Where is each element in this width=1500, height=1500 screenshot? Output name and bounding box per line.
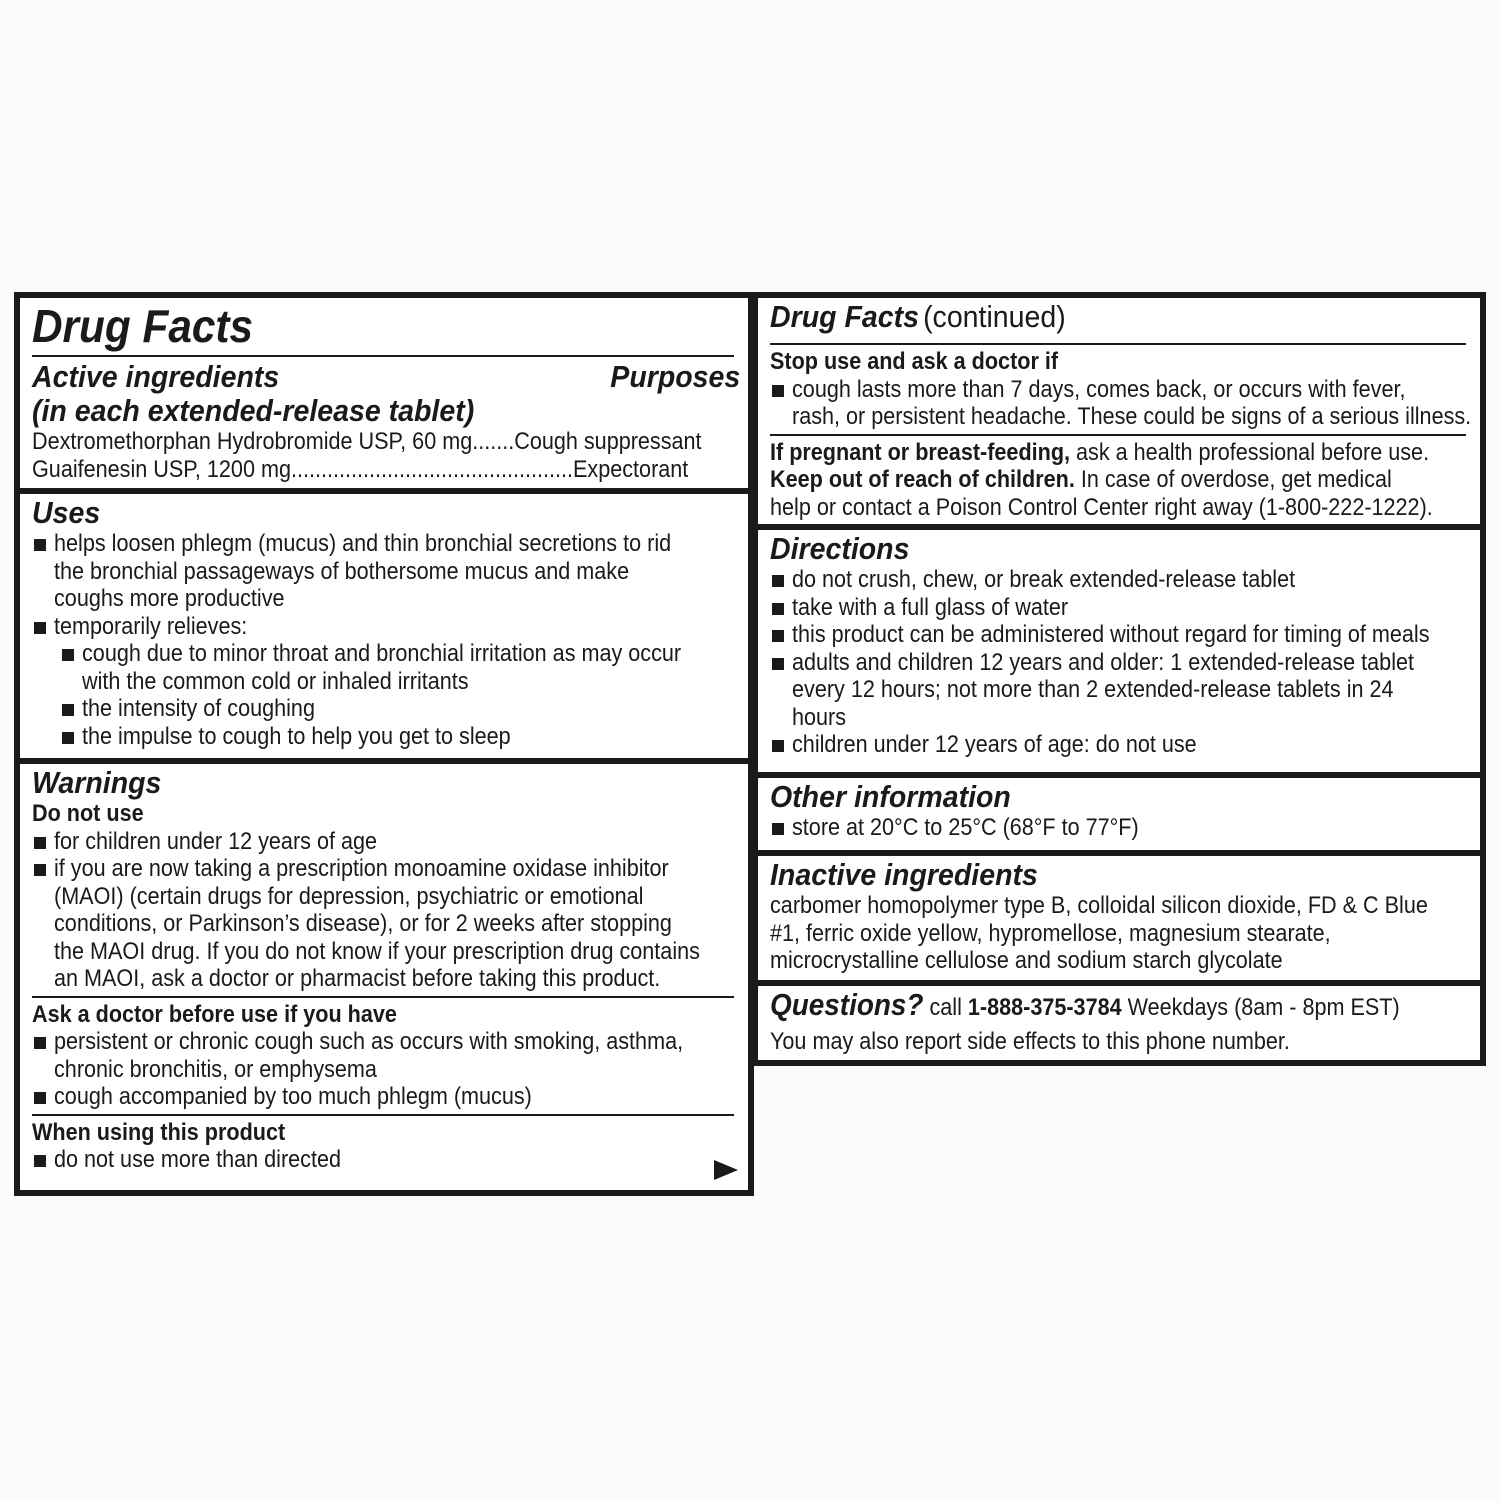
drug-facts-label — [14, 292, 1486, 1196]
divider — [770, 434, 1466, 436]
inactive-ingredients-heading: Inactive ingredients — [770, 857, 1038, 892]
list-item: temporarily relieves: — [32, 613, 740, 641]
warnings-panel — [14, 758, 754, 1196]
ask-doctor-heading: Ask a doctor before use if you have — [32, 1000, 397, 1028]
warnings-heading: Warnings — [32, 765, 162, 800]
list-item: this product can be administered without regard for timing of meals — [770, 621, 1472, 649]
questions-panel — [752, 980, 1486, 1066]
divider — [32, 996, 734, 998]
pregnancy-warning: If pregnant or breast-feeding, ask a health professional before use. — [770, 438, 1430, 466]
report-side-effects-text: You may also report side effects to this phone number. — [770, 1028, 1290, 1055]
list-item: helps loosen phlegm (mucus) and thin bronchial secretions to rid the bronchial passageways of bothersome mucus and make coughs more productive — [32, 530, 740, 613]
other-information-panel — [752, 772, 1486, 856]
continue-arrow-icon — [714, 1160, 738, 1180]
ingredient-row: Dextromethorphan Hydrobromide USP, 60 mg.......Cough suppressant — [32, 428, 702, 455]
directions-panel — [752, 524, 1486, 778]
list-item: do not crush, chew, or break extended-release tablet — [770, 566, 1472, 594]
list-item: store at 20°C to 25°C (68°F to 77°F) — [770, 814, 1472, 842]
continued-label: (continued) — [923, 299, 1066, 334]
active-ingredients-subheading: (in each extended-release tablet) — [32, 393, 475, 428]
phone-number: 1-888-375-3784 — [967, 994, 1122, 1021]
active-ingredients-panel — [14, 292, 754, 494]
divider — [770, 343, 1466, 345]
stop-use-heading: Stop use and ask a doctor if — [770, 348, 1059, 375]
divider — [32, 1114, 734, 1116]
divider — [32, 355, 734, 357]
sub-list-item: cough due to minor throat and bronchial irritation as may occur with the common cold or inhaled irritants — [60, 640, 740, 695]
list-item: if you are now taking a prescription monoamine oxidase inhibitor (MAOI) (certain drugs for depression, psychiatric or emotional conditions, or Parkinson’s disease), or for 2 weeks after stopping the MAOI drug. If you do not know if your prescription drug contains an MAOI, ask a doctor or pharmacist before taking this product. — [32, 855, 740, 993]
directions-heading: Directions — [770, 531, 910, 566]
active-ingredients-heading: Active ingredients — [32, 359, 280, 394]
keep-out-warning: Keep out of reach of children. In case of overdose, get medical — [770, 466, 1392, 493]
questions-line: Questions? call 1-888-375-3784 Weekdays (8am - 8pm EST) — [770, 987, 1400, 1022]
uses-heading: Uses — [32, 495, 101, 530]
sub-list-item: the intensity of coughing — [60, 695, 740, 723]
list-item: children under 12 years of age: do not use — [770, 731, 1472, 759]
list-item: for children under 12 years of age — [32, 828, 740, 856]
inactive-ingredients-panel: Inactive ingredients carbomer homopolymer type B, colloidal silicon dioxide, FD & C Blue #1, ferric oxide yellow, hypromellose, magnesium stearate, microcrystalline cellulose and sodium starch glycolate — [752, 850, 1486, 986]
list-item: take with a full glass of water — [770, 594, 1472, 622]
poison-control-text: help or contact a Poison Control Center right away (1-800-222-1222). — [770, 493, 1433, 521]
purposes-heading: Purposes — [610, 359, 740, 394]
ingredient-row: Guaifenesin USP, 1200 mg...............................................Expectorant — [32, 455, 689, 483]
sub-list-item: the impulse to cough to help you get to sleep — [60, 723, 740, 751]
questions-heading: Questions? — [770, 987, 924, 1022]
other-information-heading: Other information — [770, 779, 1011, 814]
stop-use-panel — [752, 292, 1486, 530]
uses-panel — [14, 488, 754, 764]
drug-facts-continued-title: Drug Facts — [770, 299, 919, 334]
do-not-use-heading: Do not use — [32, 800, 144, 827]
drug-facts-title: Drug Facts — [32, 300, 254, 352]
when-using-heading: When using this product — [32, 1118, 286, 1146]
list-item: adults and children 12 years and older: 1 extended-release tablet every 12 hours; not more than 2 extended-release tablets in 24 hours — [770, 649, 1472, 732]
list-item: cough lasts more than 7 days, comes back, or occurs with fever, rash, or persistent headache. These could be signs of a serious illness. — [770, 376, 1472, 431]
list-item: cough accompanied by too much phlegm (mucus) — [32, 1083, 740, 1111]
list-item: do not use more than directed — [32, 1146, 740, 1174]
list-item: persistent or chronic cough such as occurs with smoking, asthma, chronic bronchitis, or emphysema — [32, 1028, 740, 1083]
